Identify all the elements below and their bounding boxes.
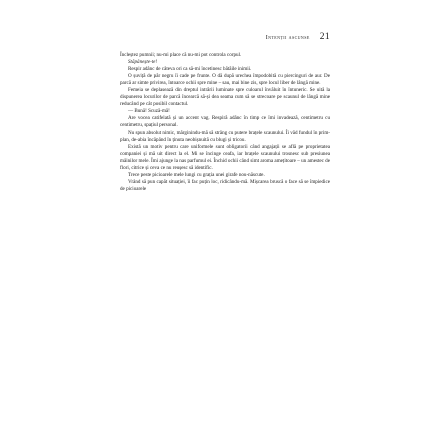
paragraph: Femeia se deplasează din dreptul intrării luminate spre culoarul învăluit în întuneric. Se uită la dispunerea locurilor de parcă încearcă să-și dea seama cum să se strecoare pe scaunul de lângă mine reducând pe cât posibil contactul. — [120, 87, 330, 108]
paragraph: — Bună! Scuză-mă! — [128, 108, 170, 115]
paragraph: Vrând să pun capăt situației, îi fac puțin loc, ridicându-mă. Mișcarea bruscă o face să se împiedice de picioarele — [120, 178, 330, 192]
paragraph: Respir adânc de câteva ori ca să-mi încetinesc bătăile inimii. — [128, 66, 252, 73]
paragraph: O șuviță de păr negru îi cade pe frunte. O dă după urechea împodobită cu piercinguri de aur. De parcă ar simte privirea, întoarce ochii spre mine – sau, mai bine zis, spre locul liber de lângă mine. — [120, 73, 330, 87]
body-text — [120, 52, 330, 193]
paragraph: Există un motiv pentru care uniformele sunt obligatorii când angajații se află pe proprietatea companiei și mă uit direct la el. Mi se încinge ceafa, iar brațele scaunului trosnesc sub presiunea mâinilor mele. Îmi ajunge la nas parfumul ei. Închid ochii când simt aroma amețitoare – un amestec de flori, citrice și ceva ce nu reușesc să identific. — [120, 143, 330, 171]
paragraph: Are vocea catifelată și un accent vag. Respiră adânc în timp ce îmi invadează, centimetru cu centimetru, spațiul personal. — [120, 115, 330, 129]
paragraph: Nu spun absolut nimic, mărginindu-mă să strâng cu putere brațele scaunului. Îi văd fundul în prim-plan, de-abia încăpând în ținuta neobișnuită cu blugi și tricou. — [120, 129, 330, 143]
running-title: Intenții ascunse — [265, 35, 310, 41]
paragraph: Trece peste picioarele mele lungi cu grația unei girafe nou-născute. — [128, 171, 265, 178]
paragraph: Încleștez pumnii; nu-mi place că nu-mi pot controla corpul. — [120, 52, 242, 58]
page-number: 21 — [319, 32, 330, 42]
running-header — [120, 32, 330, 42]
paragraph: Stăpânește-te! — [128, 59, 158, 66]
